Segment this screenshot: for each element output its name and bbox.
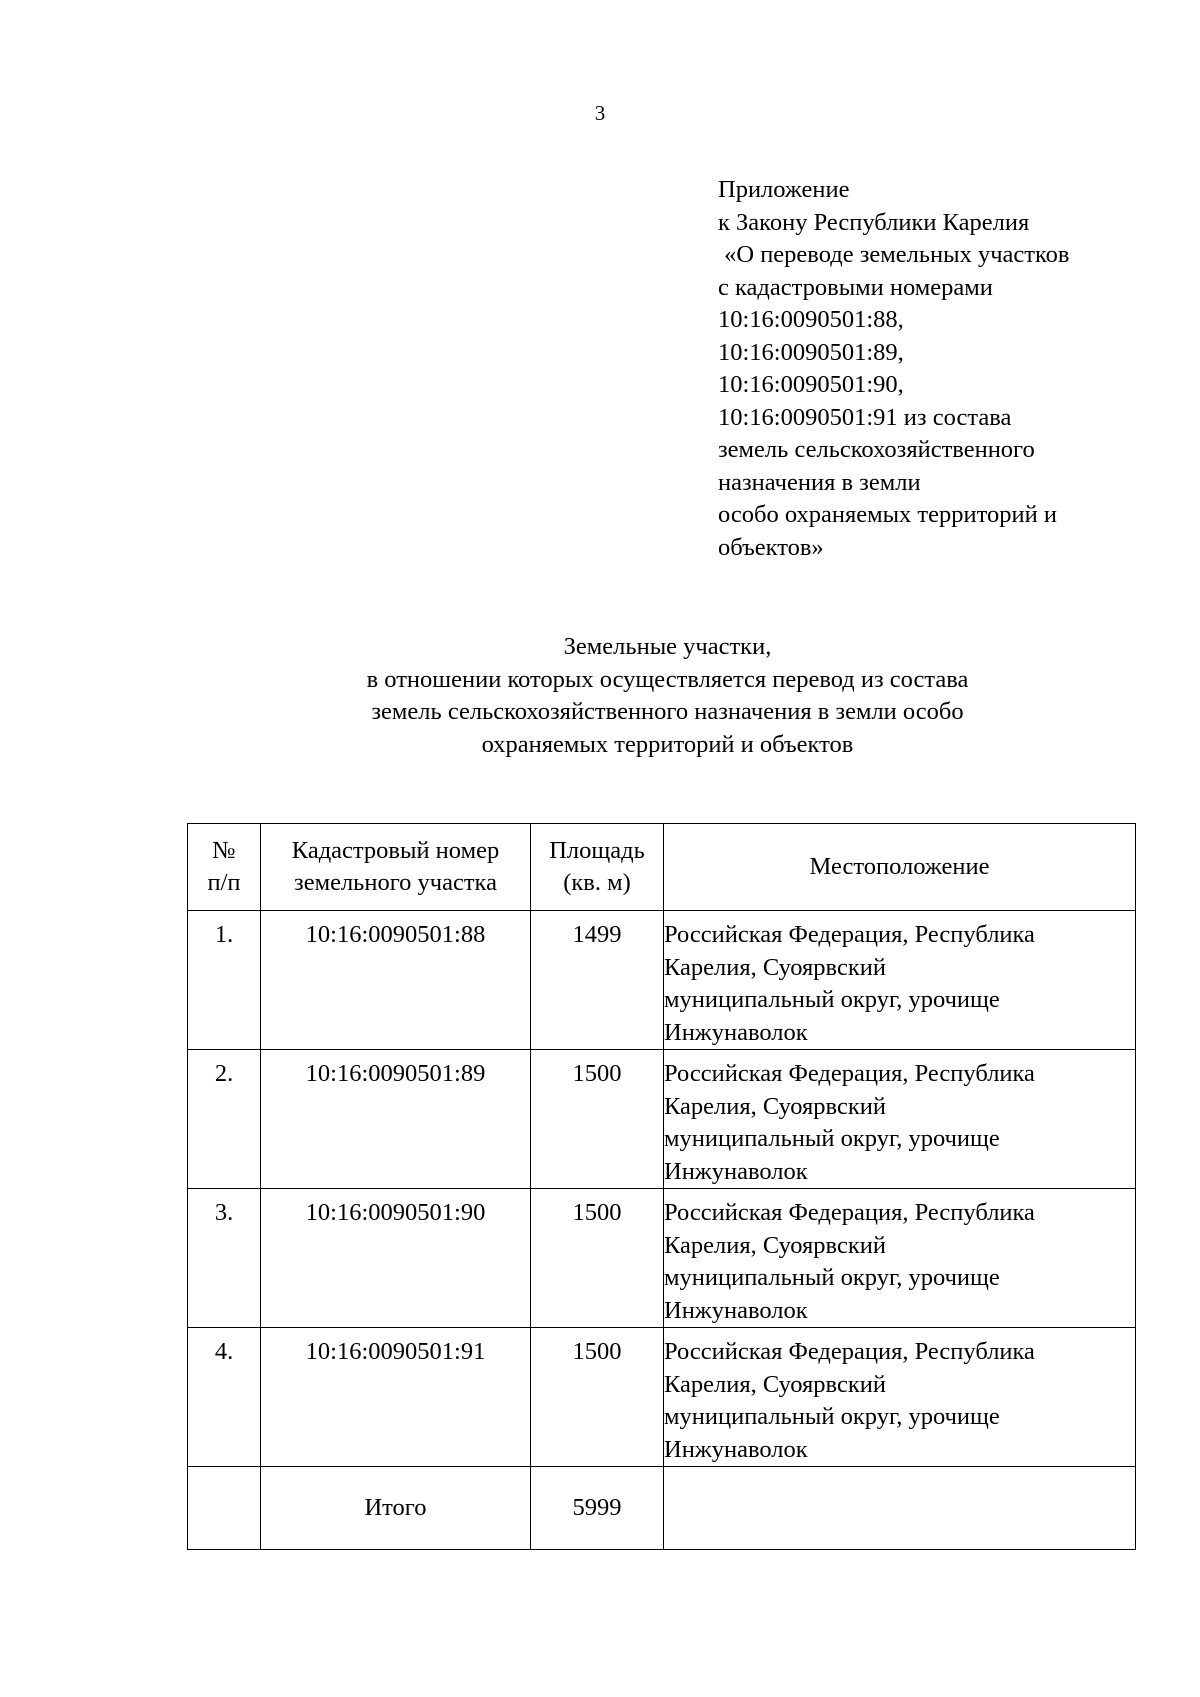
row-cadastral: 10:16:0090501:88 — [261, 911, 531, 1050]
location-line: Российская Федерация, Республика — [664, 1060, 1035, 1087]
total-location-cell — [664, 1467, 1136, 1550]
location-line: Инжунаволок — [664, 1435, 808, 1463]
heading-line: земель сельскохозяйственного назначения в земли особо — [371, 698, 964, 725]
row-cadastral: 10:16:0090501:89 — [261, 1050, 531, 1189]
row-location — [664, 1050, 1136, 1189]
table-row — [188, 911, 1136, 1050]
heading-line: охраняемых территорий и объектов — [481, 730, 854, 758]
header-cadastral-line: Кадастровый номер — [291, 836, 500, 864]
table-total-row — [188, 1467, 1136, 1550]
header-location: Местоположение — [664, 824, 1136, 911]
header-area — [531, 824, 664, 911]
header-cadastral — [261, 824, 531, 911]
header-num-line: № — [212, 836, 236, 864]
total-label: Итого — [261, 1467, 531, 1550]
header-cadastral-line: земельного участка — [294, 869, 497, 896]
row-num: 2. — [188, 1050, 261, 1189]
location-line: Инжунаволок — [664, 1296, 808, 1324]
appendix-line: Приложение — [718, 176, 850, 203]
heading-line: в отношении которых осуществляется перевод из состава — [366, 665, 969, 693]
document-heading — [200, 631, 1135, 761]
location-line: Российская Федерация, Республика — [664, 921, 1035, 948]
table-row — [188, 1050, 1136, 1189]
row-location — [664, 1189, 1136, 1328]
row-area: 1500 — [531, 1050, 664, 1189]
row-area: 1499 — [531, 911, 664, 1050]
location-line: муниципальный округ, урочище — [664, 1125, 1000, 1152]
row-location — [664, 1328, 1136, 1467]
header-num-line: п/п — [207, 869, 241, 896]
location-line: Карелия, Суоярвский — [664, 953, 886, 981]
table-row — [188, 1328, 1136, 1467]
location-line: Российская Федерация, Республика — [664, 1338, 1035, 1365]
total-empty-cell — [188, 1467, 261, 1550]
page-number: 3 — [594, 101, 606, 125]
row-area: 1500 — [531, 1328, 664, 1467]
location-line: Карелия, Суоярвский — [664, 1092, 886, 1120]
appendix-block — [718, 174, 1178, 564]
appendix-line: 10:16:0090501:91 из состава — [718, 403, 1012, 431]
appendix-line: земель сельскохозяйственного — [718, 436, 1035, 463]
location-line: Карелия, Суоярвский — [664, 1370, 886, 1398]
location-line: муниципальный округ, урочище — [664, 986, 1000, 1013]
appendix-line: к Закону Республики Карелия — [718, 208, 1030, 236]
row-cadastral: 10:16:0090501:91 — [261, 1328, 531, 1467]
header-area-line: Площадь — [549, 836, 645, 864]
total-area: 5999 — [531, 1467, 664, 1550]
table-header-row — [188, 824, 1136, 911]
row-num: 4. — [188, 1328, 261, 1467]
appendix-line: особо охраняемых территорий и — [718, 501, 1057, 528]
row-num: 3. — [188, 1189, 261, 1328]
location-line: Инжунаволок — [664, 1018, 808, 1046]
location-line: муниципальный округ, урочище — [664, 1403, 1000, 1430]
appendix-line: 10:16:0090501:90, — [718, 371, 904, 398]
appendix-line: назначения в земли — [718, 468, 921, 496]
appendix-line: 10:16:0090501:88, — [718, 306, 904, 333]
heading-line: Земельные участки, — [563, 633, 772, 660]
row-location — [664, 911, 1136, 1050]
appendix-line: объектов» — [718, 533, 824, 561]
location-line: Карелия, Суоярвский — [664, 1231, 886, 1259]
header-num — [188, 824, 261, 911]
header-area-line: (кв. м) — [563, 869, 631, 896]
row-area: 1500 — [531, 1189, 664, 1328]
appendix-line: 10:16:0090501:89, — [718, 338, 904, 366]
appendix-line: «О переводе земельных участков — [718, 241, 1070, 268]
land-plots-table — [187, 823, 1136, 1550]
table-row — [188, 1189, 1136, 1328]
row-cadastral: 10:16:0090501:90 — [261, 1189, 531, 1328]
location-line: муниципальный округ, урочище — [664, 1264, 1000, 1291]
location-line: Инжунаволок — [664, 1157, 808, 1185]
location-line: Российская Федерация, Республика — [664, 1199, 1035, 1226]
appendix-line: с кадастровыми номерами — [718, 273, 993, 301]
row-num: 1. — [188, 911, 261, 1050]
